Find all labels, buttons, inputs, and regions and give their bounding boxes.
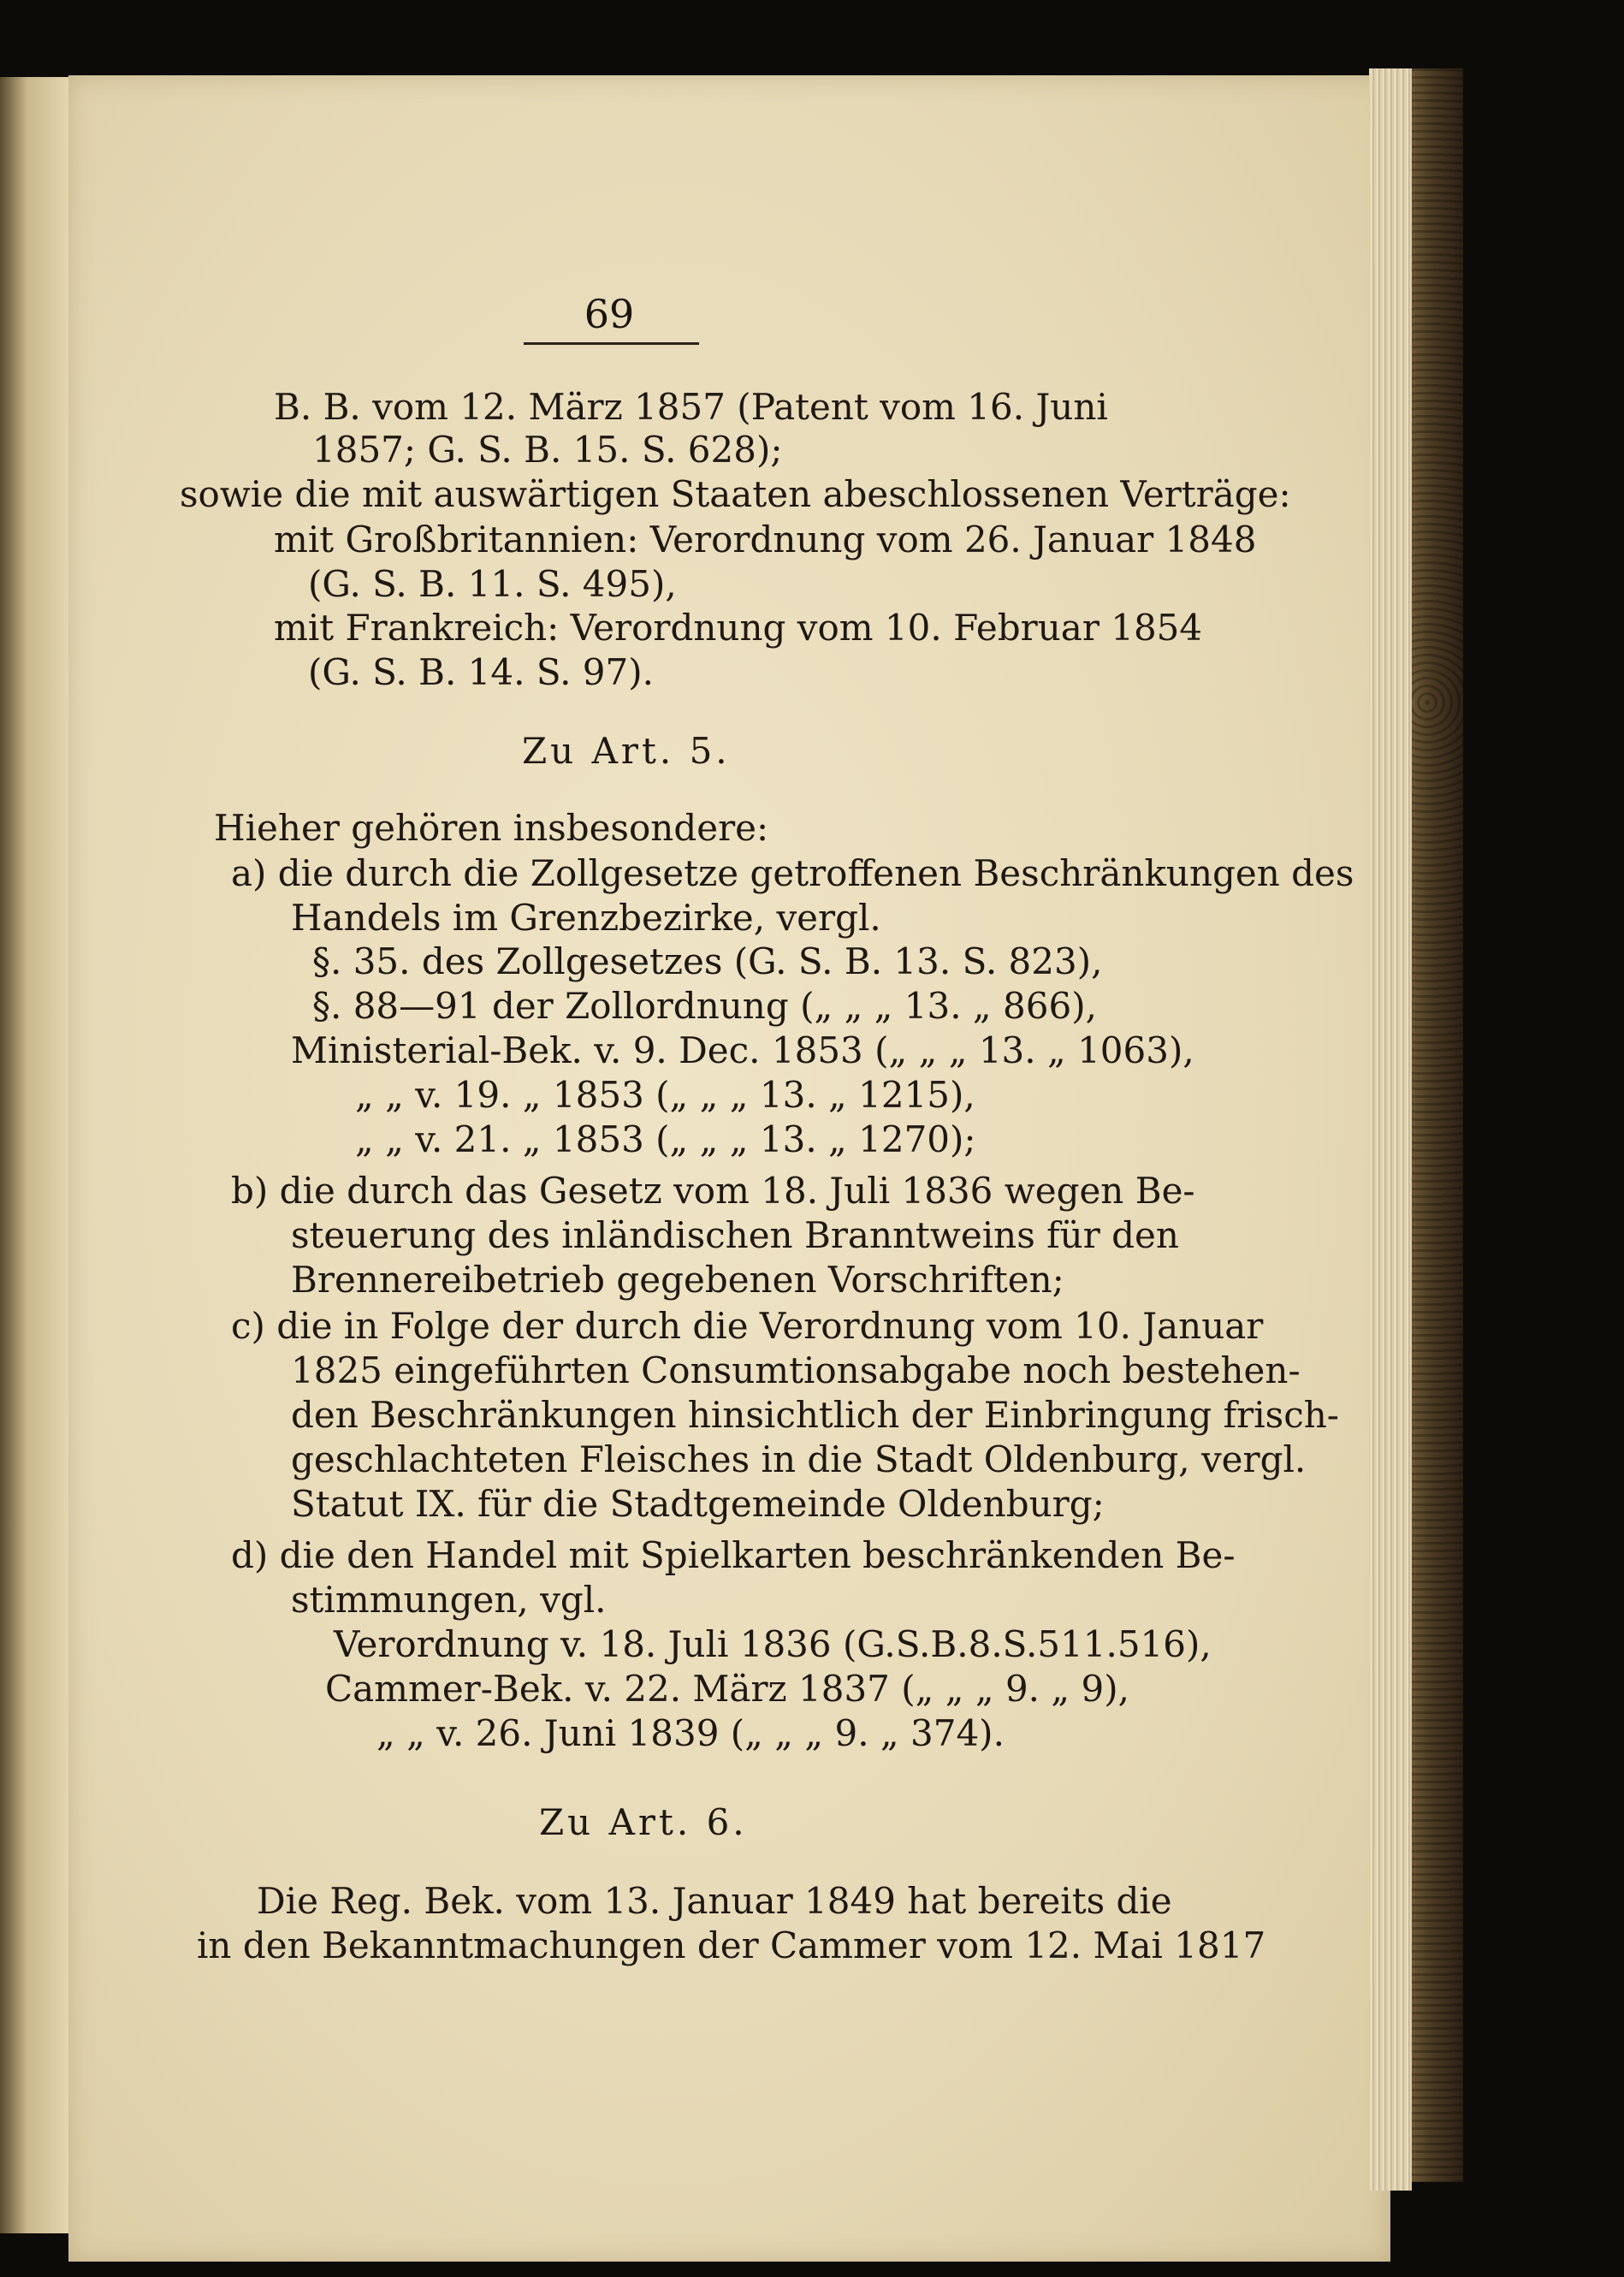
text-line: den Beschränkungen hinsichtlich der Einbringung frisch-: [291, 1394, 1339, 1436]
text-line: Handels im Grenzbezirke, vergl.: [291, 897, 881, 939]
text-line: „ „ v. 19. „ 1853 („ „ „ 13. „ 1215),: [355, 1074, 975, 1116]
text-line: b) die durch das Gesetz vom 18. Juli 1836 wegen Be-: [231, 1170, 1195, 1212]
text-line: Verordnung v. 18. Juli 1836 (G.S.B.8.S.511.516),: [334, 1623, 1212, 1665]
text-line: B. B. vom 12. März 1857 (Patent vom 16. Juni: [274, 386, 1108, 428]
text-line: Cammer-Bek. v. 22. März 1837 („ „ „ 9. „ 9),: [325, 1668, 1129, 1710]
section-heading: Zu Art. 5.: [522, 730, 731, 772]
text-line: „ „ v. 21. „ 1853 („ „ „ 13. „ 1270);: [355, 1118, 976, 1160]
text-line: 1825 eingeführten Consumtionsabgabe noch bestehen-: [291, 1349, 1301, 1391]
facing-page-edge: [0, 77, 68, 2233]
page-stack-edges: [1369, 68, 1412, 2191]
text-line: in den Bekanntmachungen der Cammer vom 12. Mai 1817: [197, 1924, 1266, 1966]
text-line: d) die den Handel mit Spielkarten beschränkenden Be-: [231, 1534, 1236, 1576]
text-line: Ministerial-Bek. v. 9. Dec. 1853 („ „ „ 13. „ 1063),: [291, 1029, 1194, 1071]
text-line: §. 88—91 der Zollordnung („ „ „ 13. „ 866),: [312, 985, 1097, 1027]
book-cover-edge: [1412, 68, 1463, 2182]
text-line: 1857; G. S. B. 15. S. 628);: [312, 429, 783, 471]
section-heading: Zu Art. 6.: [539, 1801, 748, 1843]
text-line: geschlachteten Fleisches in die Stadt Oldenburg, vergl.: [291, 1438, 1307, 1480]
text-line: (G. S. B. 11. S. 495),: [308, 563, 677, 605]
text-line: c) die in Folge der durch die Verordnung vom 10. Januar: [231, 1305, 1264, 1347]
page-number-rule: [524, 342, 699, 345]
text-line: sowie die mit auswärtigen Staaten abeschlossenen Verträge:: [180, 473, 1291, 515]
text-line: §. 35. des Zollgesetzes (G. S. B. 13. S. 823),: [312, 940, 1103, 982]
text-line: mit Großbritannien: Verordnung vom 26. Januar 1848: [274, 519, 1257, 560]
text-line: Hieher gehören insbesondere:: [214, 807, 769, 849]
text-line: a) die durch die Zollgesetze getroffenen Beschränkungen des: [231, 852, 1354, 894]
text-line: steuerung des inländischen Branntweins für den: [291, 1214, 1179, 1256]
text-line: (G. S. B. 14. S. 97).: [308, 651, 654, 693]
text-line: Brennereibetrieb gegebenen Vorschriften;: [291, 1259, 1064, 1301]
text-line: mit Frankreich: Verordnung vom 10. Februar 1854: [274, 607, 1203, 649]
page-number: 69: [584, 291, 635, 337]
text-line: stimmungen, vgl.: [291, 1579, 607, 1621]
text-line: Statut IX. für die Stadtgemeinde Oldenburg;: [291, 1483, 1105, 1525]
text-line: Die Reg. Bek. vom 13. Januar 1849 hat bereits die: [257, 1880, 1172, 1922]
text-line: „ „ v. 26. Juni 1839 („ „ „ 9. „ 374).: [376, 1712, 1005, 1754]
